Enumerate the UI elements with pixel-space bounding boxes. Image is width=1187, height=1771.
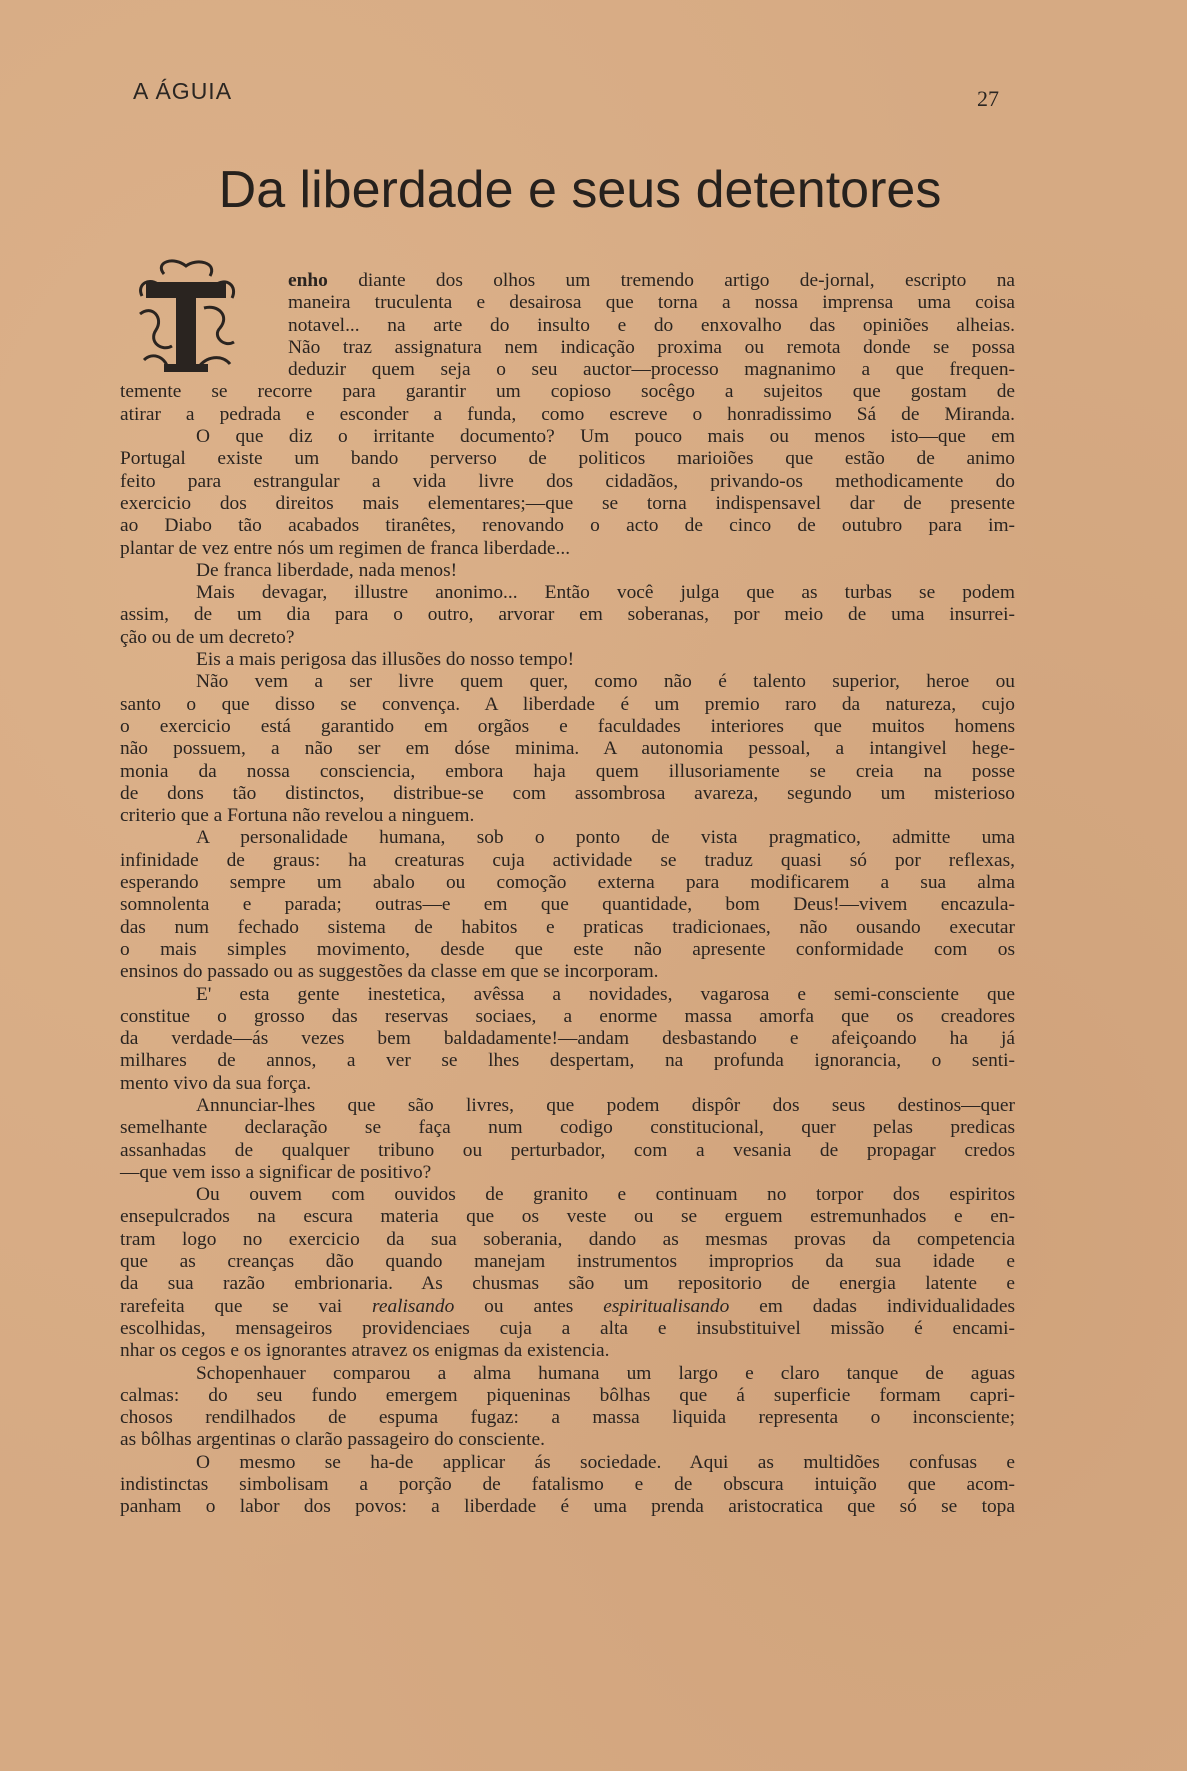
text-line: o exercicio está garantido em orgãos e faculdades interiores que muitos homens [120,715,1015,737]
text-line: feito para estrangular a vida livre dos cidadãos, privando-os methodicamente do [120,470,1015,492]
text-line: A personalidade humana, sob o ponto de vista pragmatico, admitte uma [196,827,1015,849]
article-title: Da liberdade e seus detentores [218,161,942,219]
text-line: assim, de um dia para o outro, arvorar em soberanas, por meio de uma insurrei- [120,604,1015,626]
text-line: chosos rendilhados de espuma fugaz: a massa liquida representa o inconsciente; [120,1407,1015,1429]
text-line: atirar a pedrada e esconder a funda, como escreve o honradissimo Sá de Miranda. [120,403,1015,425]
text-line: Não vem a ser livre quem quer, como não é talento superior, heroe ou [196,671,1015,693]
running-head: A ÁGUIA [133,78,233,104]
text-line: indistinctas simbolisam a porção de fatalismo e de obscura intuição que acom- [120,1474,1015,1496]
text-line: Ou ouvem com ouvidos de granito e continuam no torpor dos espiritos [196,1184,1015,1206]
article-body [120,270,1015,1519]
text-line: milhares de annos, a ver se lhes despertam, na profunda ignorancia, o senti- [120,1050,1015,1072]
text-line: que as creanças dão quando manejam instrumentos improprios da sua idade e [120,1251,1015,1273]
text-line: da sua razão embrionaria. As chusmas são um repositorio de energia latente e [120,1273,1015,1295]
text-line: O que diz o irritante documento? Um pouco mais ou menos isto—que em [196,426,1015,448]
text-line: escolhidas, mensageiros providenciaes cuja a alta e insubstituivel missão é encami- [120,1317,1015,1339]
text-line: tram logo no exercicio da sua soberania, dando as mesmas provas da competencia [120,1228,1015,1250]
text-line: calmas: do seu fundo emergem piqueninas bôlhas que á superficie formam capri- [120,1384,1015,1406]
text-line: Schopenhauer comparou a alma humana um largo e claro tanque de aguas [196,1362,1015,1384]
text-line: deduzir quem seja o seu auctor—processo magnanimo a que frequen- [288,359,1015,381]
text-line: criterio que a Fortuna não revelou a ninguem. [120,805,475,827]
text-line: ao Diabo tão acabados tiranêtes, renovando o acto de cinco de outubro para im- [120,515,1015,537]
text-line: das num fechado sistema de habitos e praticas tradicionaes, não ousando executar [120,916,1015,938]
text-line: semelhante declaração se faça num codigo constitucional, quer pelas predicas [120,1117,1015,1139]
text-line: notavel... na arte do insulto e do enxovalho das opiniões alheias. [288,314,1015,336]
text-line: de dons tão distinctos, distribue-se com assombrosa avareza, segundo um misterioso [120,782,1015,804]
text-line: santo o que disso se convença. A liberdade é um premio raro da natureza, cujo [120,693,1015,715]
text-line: De franca liberdade, nada menos! [196,559,458,581]
text-line: temente se recorre para garantir um copioso socêgo a sujeitos que gostam de [120,381,1015,403]
italic-term: realisando [372,1295,455,1317]
text-line: ensepulcrados na escura materia que os veste ou se erguem estremunhados e en- [120,1206,1015,1228]
text-line: as bôlhas argentinas o clarão passageiro do consciente. [120,1429,546,1451]
text-line: —que vem isso a significar de positivo? [120,1161,432,1183]
italic-term: espiritualisando [603,1295,730,1317]
text-line: Eis a mais perigosa das illusões do nosso tempo! [196,649,575,671]
text-line: plantar de vez entre nós um regimen de franca liberdade... [120,537,571,559]
text-line: Não traz assignatura nem indicação proxima ou remota donde se possa [288,336,1015,358]
text-line: E' esta gente inestetica, avêssa a novidades, vagarosa e semi-consciente que [196,983,1015,1005]
text-line: Annunciar-lhes que são livres, que podem dispôr dos seus destinos—quer [196,1094,1015,1116]
text-line: Mais devagar, illustre anonimo... Então você julga que as turbas se podem [196,582,1015,604]
text-line: assanhadas de qualquer tribuno ou perturbador, com a vesania de propagar credos [120,1139,1015,1161]
text-line: exercicio dos direitos mais elementares;—que se torna indispensavel dar de presente [120,492,1015,514]
text-line: O mesmo se ha-de applicar ás sociedade. Aqui as multidões confusas e [196,1451,1015,1473]
text-line: mento vivo da sua força. [120,1072,312,1094]
text-line: rarefeita que se vai realisando ou antes espiritualisando em dadas individualidades [120,1295,1015,1317]
text-line: da verdade—ás vezes bem baldadamente!—andam desbastando e afeiçoando ha já [120,1028,1015,1050]
text-line: maneira truculenta e desairosa que torna a nossa imprensa uma coisa [288,292,1015,314]
text-line: não possuem, a não ser em dóse minima. A autonomia pessoal, a intangivel hege- [120,738,1015,760]
text-line: enho diante dos olhos um tremendo artigo de-jornal, escripto na [288,270,1015,291]
text-line: esperando sempre um abalo ou comoção externa para modificarem a sua alma [120,872,1015,894]
text-line: nhar os cegos e os ignorantes atravez os enigmas da existencia. [120,1340,610,1362]
drop-cap-lead-word: enho [288,270,328,291]
text-line: Portugal existe um bando perverso de politicos marioiões que estão de animo [120,448,1015,470]
text-line: o mais simples movimento, desde que este não apresente conformidade com os [120,938,1015,960]
text-line: ção ou de um decreto? [120,626,295,648]
text-line: infinidade de graus: ha creaturas cuja actividade se traduz quasi só por reflexas, [120,849,1015,871]
text-line: monia da nossa consciencia, embora haja quem illusoriamente se creia na posse [120,760,1015,782]
text-line: constitue o grosso das reservas sociaes, a enorme massa amorfa que os creadores [120,1005,1015,1027]
text-line: ensinos do passado ou as suggestões da classe em que se incorporam. [120,961,659,983]
page-number: 27 [977,86,999,111]
text-line: panham o labor dos povos: a liberdade é uma prenda aristocratica que só se topa [120,1496,1015,1518]
text-line: somnolenta e parada; outras—e em que quantidade, bom Deus!—vivem encazula- [120,894,1015,916]
